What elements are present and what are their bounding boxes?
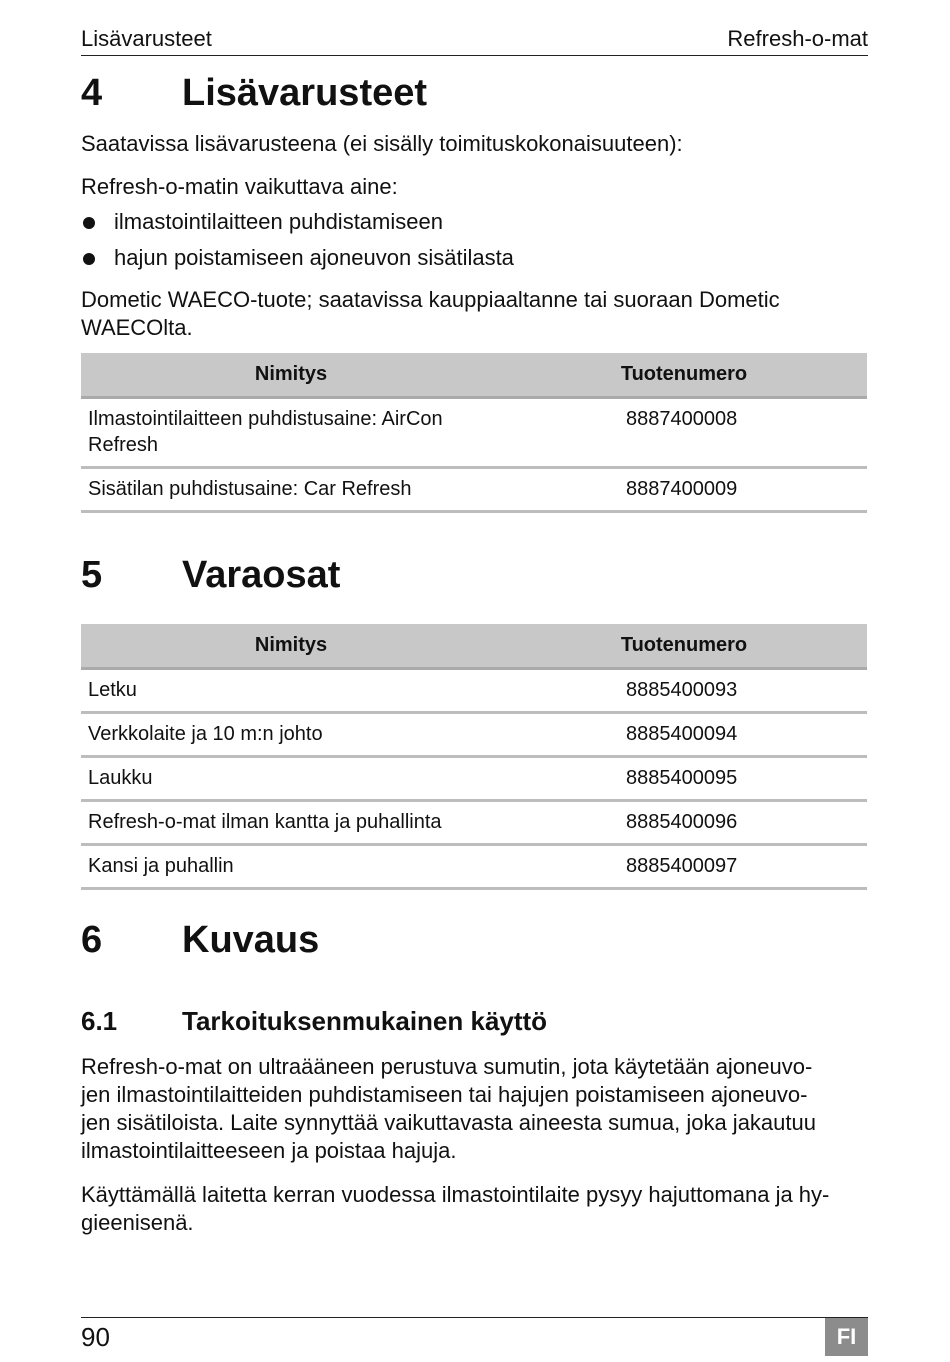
section-title: Varaosat: [182, 554, 341, 596]
bullet-icon: [83, 217, 95, 229]
item-number: 8885400096: [501, 800, 867, 844]
table-row: [81, 844, 867, 888]
item-name: Sisätilan puhdistusaine: Car Refresh: [81, 467, 501, 511]
item-number: 8885400093: [501, 668, 867, 712]
table-header-row: [81, 353, 867, 397]
subsection-title: Tarkoituksenmukainen käyttö: [182, 1006, 548, 1036]
table-row: [81, 800, 867, 844]
intended-use-paragraph: Refresh-o-mat on ultraääneen perustuva sumutin, jota käytetään ajoneuvo- jen ilmastointilaitteiden puhdistamiseen tai hajujen poistamiseen ajoneuvo- jen sisätiloista. Laite synnyttää vaikuttavasta aineesta sumua, joka jakautuu ilmastointilaitteeseen ja poistaa hajuja.: [81, 1054, 816, 1163]
usage-frequency-paragraph: Käyttämällä laitetta kerran vuodessa ilmastointilaite pysyy hajuttomana ja hy- gieenisenä.: [81, 1182, 830, 1235]
item-name: Letku: [81, 668, 501, 712]
active-agent-label: Refresh-o-matin vaikuttava aine:: [81, 174, 398, 199]
item-number: 8885400095: [501, 756, 867, 800]
accessories-table: [81, 353, 867, 513]
accessories-intro: Saatavissa lisävarusteena (ei sisälly toimituskokonaisuuteen):: [81, 131, 683, 156]
item-name: Ilmastointilaitteen puhdistusaine: AirCon Refresh: [81, 397, 501, 467]
table-row: [81, 467, 867, 511]
item-name: Laukku: [81, 756, 501, 800]
table-row: [81, 668, 867, 712]
item-number: 8885400097: [501, 844, 867, 888]
section-number: 6: [81, 919, 103, 961]
section-number: 5: [81, 554, 103, 596]
running-header: [81, 24, 868, 56]
table-row: [81, 712, 867, 756]
language-badge: FI: [825, 1318, 868, 1356]
item-name: Verkkolaite ja 10 m:n johto: [81, 712, 501, 756]
item-name: Kansi ja puhallin: [81, 844, 501, 888]
bullet-icon: [83, 253, 95, 265]
item-number: 8885400094: [501, 712, 867, 756]
column-header-name: Nimitys: [81, 624, 501, 668]
spare-parts-table: [81, 624, 867, 890]
section-title: Kuvaus: [182, 919, 320, 961]
item-number: 8887400009: [501, 467, 867, 511]
header-product-name: Refresh-o-mat: [727, 26, 868, 51]
column-header-number: Tuotenumero: [501, 624, 867, 668]
item-number: 8887400008: [501, 397, 867, 467]
column-header-number: Tuotenumero: [501, 353, 867, 397]
footer-divider: [81, 1317, 868, 1318]
item-name: Refresh-o-mat ilman kantta ja puhallinta: [81, 800, 501, 844]
section-title: Lisävarusteet: [182, 72, 428, 114]
section-number: 4: [81, 72, 103, 114]
column-header-name: Nimitys: [81, 353, 501, 397]
header-section-title: Lisävarusteet: [81, 26, 212, 51]
table-header-row: [81, 624, 867, 668]
page-number: 90: [81, 1322, 110, 1352]
subsection-number: 6.1: [81, 1006, 118, 1036]
table-row: [81, 756, 867, 800]
availability-note: Dometic WAECO-tuote; saatavissa kauppiaaltanne tai suoraan Dometic WAECOlta.: [81, 287, 780, 340]
table-row: [81, 397, 867, 467]
